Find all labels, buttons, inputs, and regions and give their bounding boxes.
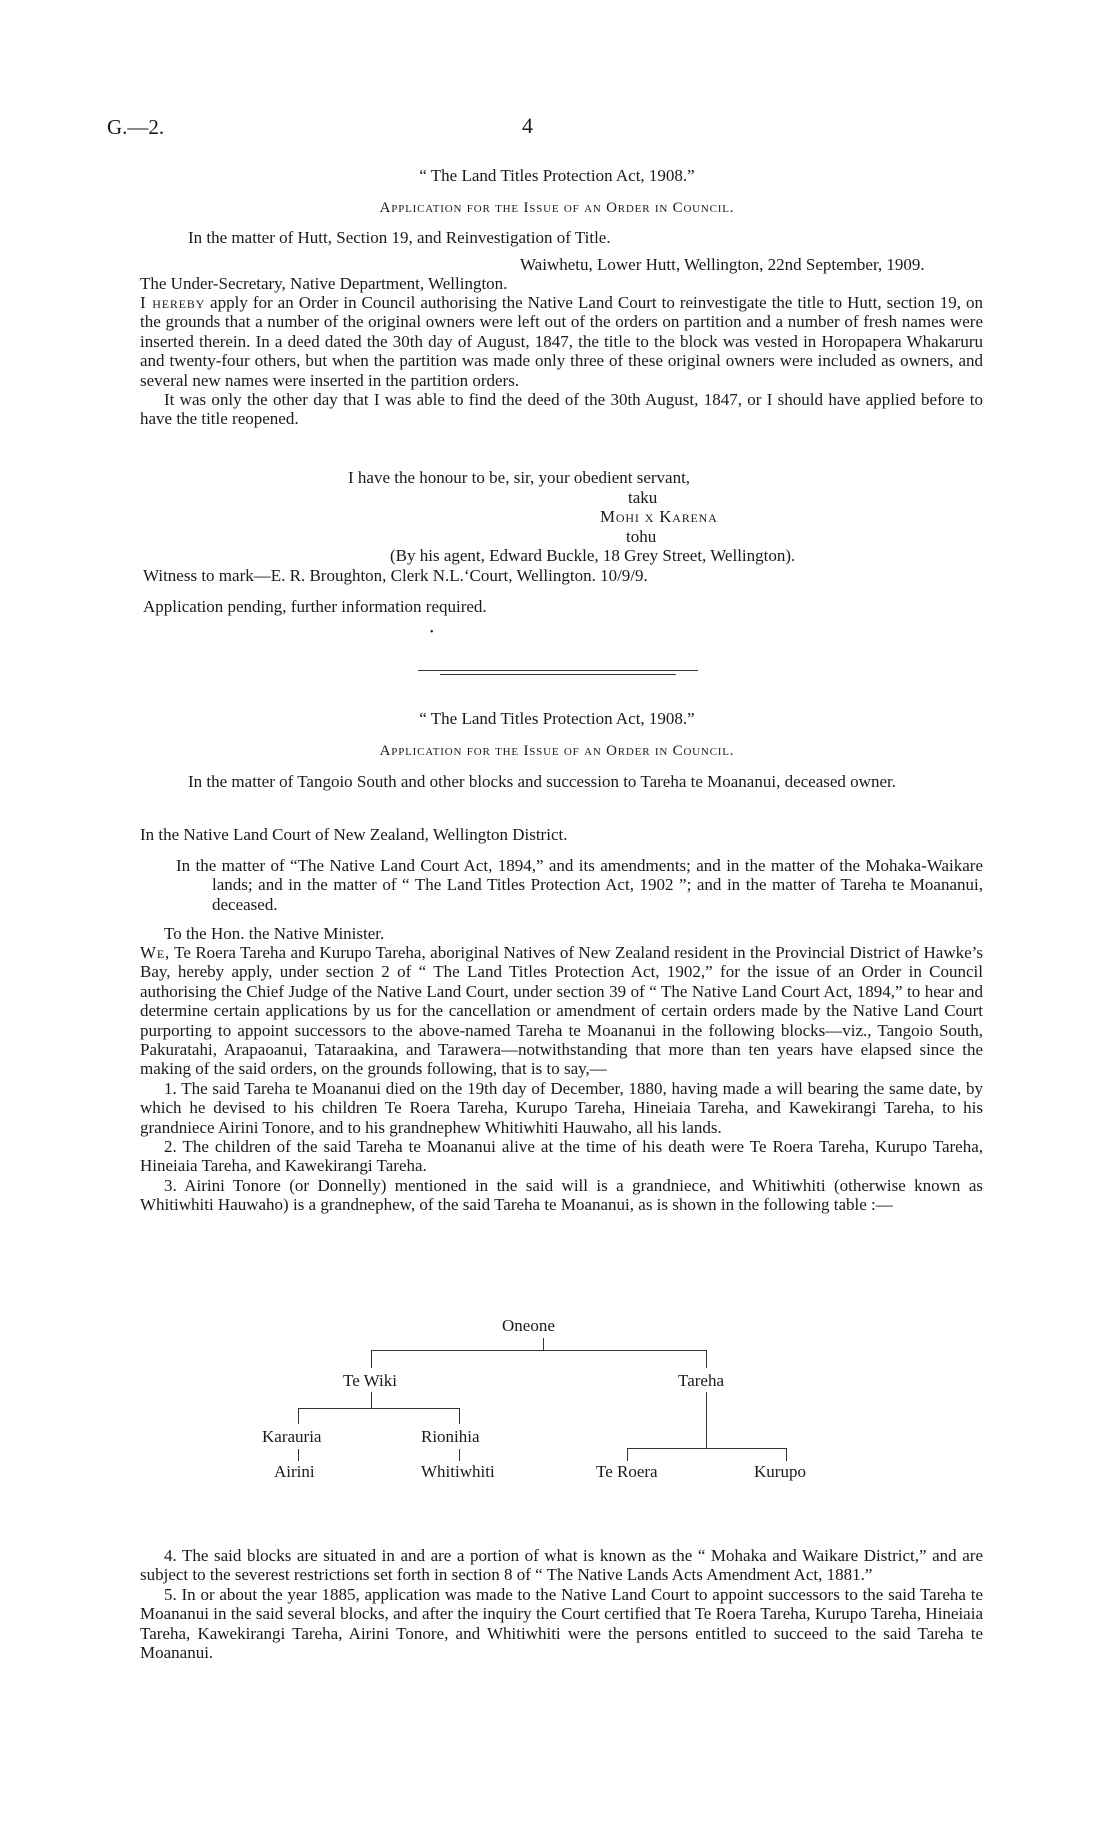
matter-line-1: In the matter of Hutt, Section 19, and Reinvestigation of Title.	[188, 228, 611, 247]
matter-line-2: In the matter of Tangoio South and other blocks and succession to Tareha te Moananui, deceased owner.	[188, 772, 896, 791]
to-minister: To the Hon. the Native Minister.	[164, 924, 385, 943]
we-paragraph	[140, 943, 983, 1079]
application-heading-1: Application for the Issue of an Order in Council.	[379, 200, 735, 216]
section-divider	[418, 670, 698, 671]
tree-line	[459, 1408, 460, 1424]
body-paragraph-1	[140, 293, 983, 390]
tree-line	[459, 1449, 460, 1461]
act-title-2: “ The Land Titles Protection Act, 1908.”	[419, 709, 695, 728]
ground-3: 3. Airini Tonore (or Donnelly) mentioned in the said will is a grandniece, and Whitiwhiti (otherwise known as Whitiwhiti Hauwaho) is a grandnephew, of the said Tareha te Moananui, as is shown in the following table :—	[140, 1175, 983, 1215]
tree-rionihia: Rionihia	[421, 1427, 480, 1446]
application-status: Application pending, further information required.	[143, 597, 487, 616]
tree-line	[706, 1392, 707, 1448]
court-line: In the Native Land Court of New Zealand, Wellington District.	[140, 825, 568, 844]
body-lead: I hereby	[140, 293, 206, 312]
body-paragraphs-1	[140, 293, 983, 429]
in-the-matter: In the matter of “The Native Land Court Act, 1894,” and its amendments; and in the matter of the Mohaka-Waikare lands; and in the matter of “ The Land Titles Protection Act, 1902 ”; and in the matter of Tareha te Moananui, deceased.	[176, 856, 983, 914]
tree-line	[627, 1448, 628, 1461]
tree-line	[786, 1448, 787, 1461]
ink-dot: •	[430, 627, 434, 638]
witness-line: Witness to mark—E. R. Broughton, Clerk N.L.‘Court, Wellington. 10/9/9.	[143, 566, 648, 585]
tree-line	[298, 1408, 460, 1409]
ground-1: 1. The said Tareha te Moananui died on the 19th day of December, 1880, having made a will bearing the same date, by which he devised to his children Te Roera Tareha, Kurupo Tareha, Hineiaia Tareha, and Kawekirangi Tareha, to his grandniece Airini Tonore, and to his grandnephew Whitiwhiti Hauwaho, all his lands.	[140, 1078, 983, 1137]
addressee: The Under-Secretary, Native Department, Wellington.	[140, 274, 508, 293]
tree-te-roera: Te Roera	[596, 1462, 658, 1481]
tree-line	[543, 1338, 544, 1350]
tree-line	[298, 1449, 299, 1461]
tree-line	[706, 1350, 707, 1368]
tree-line	[371, 1392, 372, 1408]
section-divider-inner	[440, 674, 676, 675]
ground-2: 2. The children of the said Tareha te Moananui alive at the time of his death were Te Roera Tareha, Kurupo Tareha, Hineiaia Tareha, and Kawekirangi Tareha.	[140, 1137, 983, 1176]
body-paragraphs-3	[140, 1546, 983, 1662]
act-title-1: “ The Land Titles Protection Act, 1908.”	[419, 166, 695, 185]
taku: taku	[628, 488, 658, 507]
tree-line	[627, 1448, 787, 1449]
tree-line	[371, 1350, 707, 1351]
page-number: 4	[522, 113, 533, 138]
signer-mark: Mohi x Karena	[600, 507, 718, 526]
tohu: tohu	[626, 527, 657, 546]
closing: I have the honour to be, sir, your obedient servant,	[348, 468, 691, 487]
tree-te-wiki: Te Wiki	[343, 1371, 397, 1390]
body-paragraph-2: It was only the other day that I was able to find the deed of the 30th August, 1847, or I should have applied before to have the title reopened.	[140, 390, 983, 429]
tree-airini: Airini	[274, 1462, 315, 1481]
page-reference: G.—2.	[107, 115, 165, 139]
application-heading-2: Application for the Issue of an Order in Council.	[379, 743, 735, 759]
tree-line	[298, 1408, 299, 1424]
genealogy-table	[0, 1316, 1114, 1521]
tree-tareha: Tareha	[678, 1371, 724, 1390]
tree-oneone: Oneone	[502, 1316, 555, 1335]
place-date: Waiwhetu, Lower Hutt, Wellington, 22nd September, 1909.	[520, 255, 925, 274]
agent-line: (By his agent, Edward Buckle, 18 Grey Street, Wellington).	[390, 546, 796, 565]
we-lead: We,	[140, 943, 171, 962]
tree-kurupo: Kurupo	[754, 1462, 806, 1481]
body-text: apply for an Order in Council authorising the Native Land Court to reinvestigate the title to Hutt, section 19, on the grounds that a number of the original owners were left out of the orders on partition and a number of fresh names were inserted therein. In a deed dated the 30th day of August, 1847, the title to the block was vested in Horopapera Whakaruru and twenty-four others, but when the partition was made only three of these original owners were included as owners, and several new names were inserted in the partition orders.	[140, 293, 983, 390]
body-paragraphs-2	[140, 943, 983, 1215]
tree-karauria: Karauria	[262, 1427, 322, 1446]
ground-4: 4. The said blocks are situated in and are a portion of what is known as the “ Mohaka and Waikare District,” and are subject to the severest restrictions set forth in section 8 of “ The Native Lands Acts Amendment Act, 1881.”	[140, 1546, 983, 1585]
we-body: Te Roera Tareha and Kurupo Tareha, aboriginal Natives of New Zealand resident in the Provincial District of Hawke’s Bay, hereby apply, under section 2 of “ The Land Titles Protection Act, 1902,” for the issue of an Order in Council authorising the Chief Judge of the Native Land Court, under section 39 of “ The Native Land Court Act, 1894,” to hear and determine certain applications by us for the cancellation or amendment of certain orders made by the Native Land Court purporting to appoint successors to the above-named Tareha te Moananui in the following blocks—viz., Tangoio South, Pakuratahi, Arapaoanui, Tataraakina, and Tarawera—notwithstanding that more than ten years have elapsed since the making of the said orders, on the grounds following, that is to say,—	[140, 943, 983, 1079]
tree-line	[371, 1350, 372, 1368]
tree-whitiwhiti: Whitiwhiti	[421, 1462, 495, 1481]
ground-5: 5. In or about the year 1885, application was made to the Native Land Court to appoint successors to the said Tareha te Moananui in the said several blocks, and after the inquiry the Court certified that Te Roera Tareha, Kurupo Tareha, Hineiaia Tareha, Kawekirangi Tareha, Airini Tonore, and Whitiwhiti were the persons entitled to succeed to the said Tareha te Moananui.	[140, 1584, 983, 1663]
